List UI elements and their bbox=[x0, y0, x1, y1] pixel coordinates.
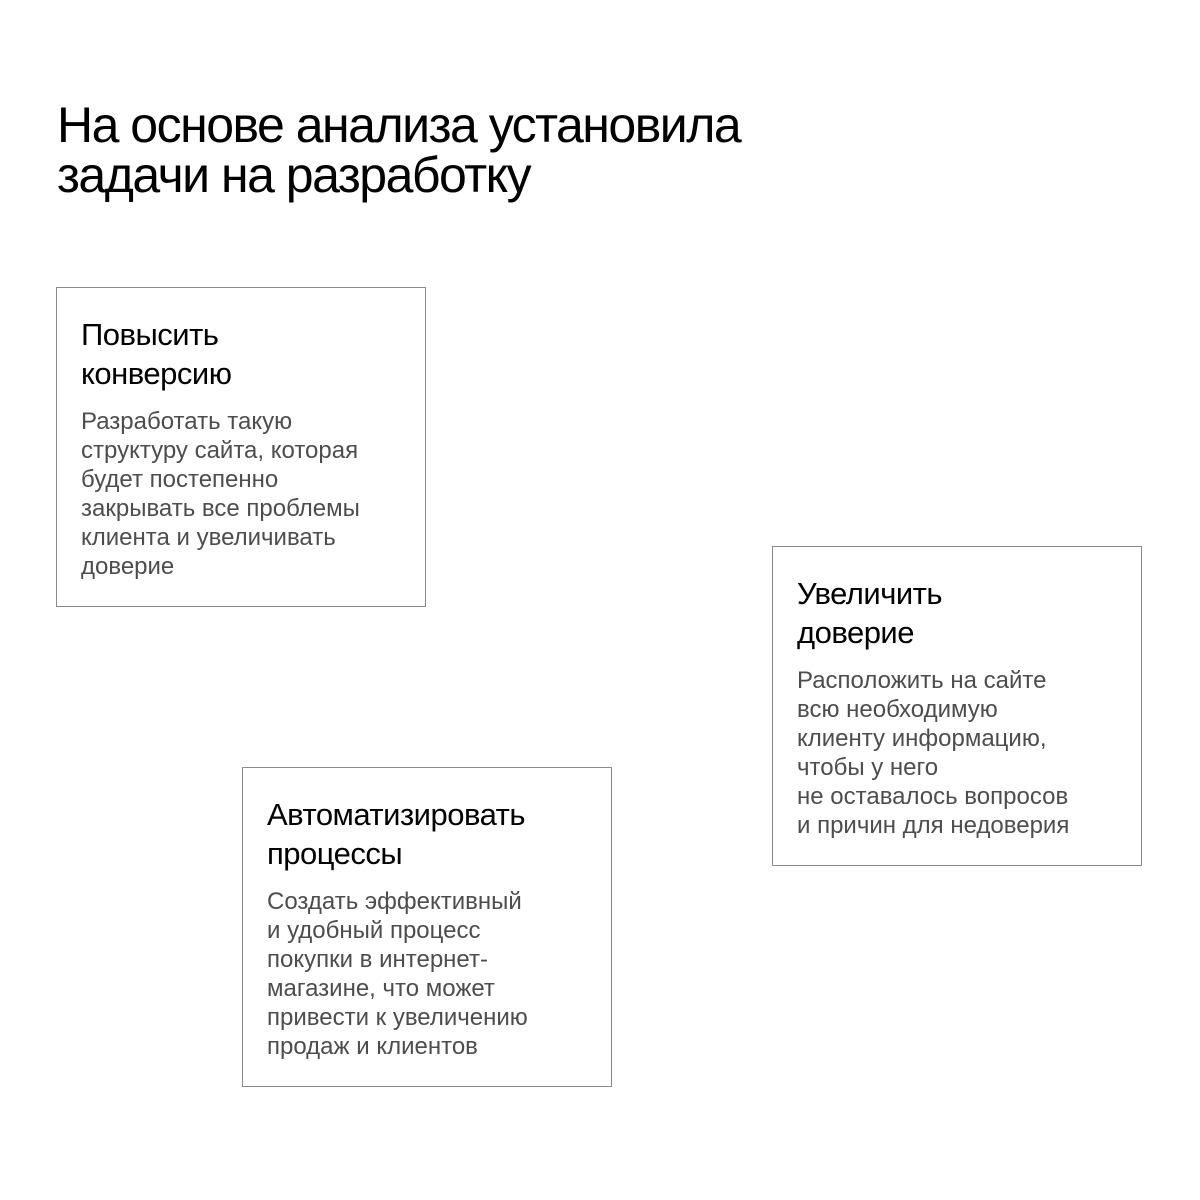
task-card-conversion bbox=[56, 287, 426, 607]
task-card-description-line: Расположить на сайте bbox=[797, 667, 1047, 694]
task-card-description bbox=[81, 407, 405, 581]
task-card-title-line: Автоматизировать bbox=[267, 797, 525, 832]
task-card-title bbox=[81, 315, 405, 393]
task-card-title bbox=[797, 574, 1121, 652]
task-card-trust bbox=[772, 546, 1142, 866]
task-card-title-line: Увеличить bbox=[797, 576, 943, 611]
task-card-description bbox=[797, 666, 1121, 840]
task-card-description-line: покупки в интернет- bbox=[267, 946, 488, 973]
task-card-description-line: клиенту информацию, bbox=[797, 725, 1047, 752]
task-card-description-line: и удобный процесс bbox=[267, 917, 481, 944]
task-card-description-line: не оставалось вопросов bbox=[797, 783, 1069, 810]
task-card-description bbox=[267, 887, 591, 1061]
task-card-title-line: конверсию bbox=[81, 356, 232, 391]
task-card-description-line: Создать эффективный bbox=[267, 888, 522, 915]
page-title-line: На основе анализа установила bbox=[57, 97, 741, 153]
task-card-description-line: и причин для недоверия bbox=[797, 812, 1070, 839]
task-card-title-line: процессы bbox=[267, 836, 403, 871]
task-card-description-line: привести к увеличению bbox=[267, 1004, 528, 1031]
task-card-description-line: чтобы у него bbox=[797, 754, 939, 781]
task-card-description-line: продаж и клиентов bbox=[267, 1033, 478, 1060]
page-title bbox=[57, 97, 957, 203]
task-card-description-line: всю необходимую bbox=[797, 696, 998, 723]
page-title-line: задачи на разработку bbox=[57, 147, 531, 203]
task-card-description-line: доверие bbox=[81, 553, 175, 580]
task-card-title bbox=[267, 795, 591, 873]
task-card-description-line: структуру сайта, которая bbox=[81, 437, 359, 464]
task-card-title-line: Повысить bbox=[81, 317, 219, 352]
task-card-description-line: магазине, что может bbox=[267, 975, 495, 1002]
task-card-description-line: Разработать такую bbox=[81, 408, 293, 435]
task-card-description-line: закрывать все проблемы bbox=[81, 495, 360, 522]
task-card-description-line: клиента и увеличивать bbox=[81, 524, 336, 551]
task-card-title-line: доверие bbox=[797, 615, 914, 650]
task-card-description-line: будет постепенно bbox=[81, 466, 279, 493]
task-card-automate bbox=[242, 767, 612, 1087]
